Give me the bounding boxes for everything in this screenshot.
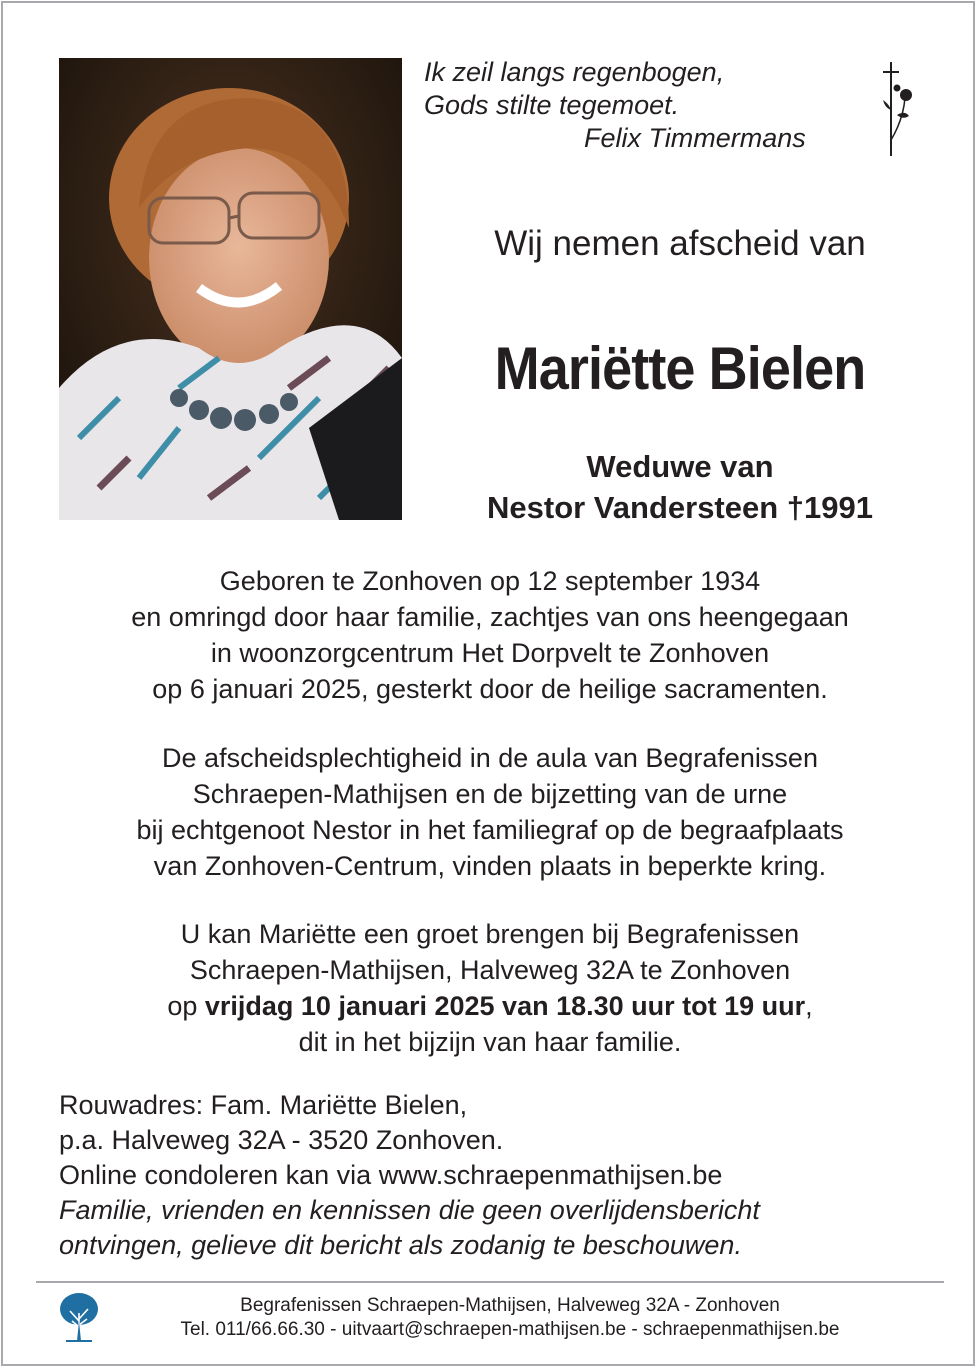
birth-death-paragraph xyxy=(40,563,940,707)
mourning-address xyxy=(59,1088,959,1263)
text-line: dit in het bijzijn van haar familie. xyxy=(298,1027,682,1057)
ceremony-paragraph xyxy=(40,740,940,884)
text-line: Geboren te Zonhoven op 12 september 1934 xyxy=(219,566,761,596)
text-line: in woonzorgcentrum Het Dorpvelt te Zonhoven xyxy=(210,638,770,668)
visit-prefix: op xyxy=(167,991,205,1021)
text-line: Schraepen-Mathijsen, Halveweg 32A te Zonhoven xyxy=(189,955,791,985)
address-line: Rouwadres: Fam. Mariëtte Bielen, xyxy=(59,1090,468,1120)
text-line: en omringd door haar familie, zachtjes van ons heengegaan xyxy=(131,602,849,632)
condolence-line: Online condoleren kan via www.schraepenmathijsen.be xyxy=(59,1160,723,1190)
text-line: De afscheidsplechtigheid in de aula van Begrafenissen xyxy=(162,743,818,773)
text-line: Schraepen-Mathijsen en de bijzetting van de urne xyxy=(192,779,788,809)
farewell-intro: Wij nemen afscheid van xyxy=(494,224,866,263)
widow-of xyxy=(420,446,940,528)
deceased-name: Mariëtte Bielen xyxy=(494,335,866,402)
footer-address: Begrafenissen Schraepen-Mathijsen, Halveweg 32A - Zonhoven xyxy=(240,1295,780,1316)
text-line: van Zonhoven-Centrum, vinden plaats in beperkte kring. xyxy=(153,851,827,881)
tree-logo-icon xyxy=(58,1291,100,1343)
visit-datetime: vrijdag 10 januari 2025 van 18.30 uur tot 19 uur xyxy=(204,991,806,1021)
cross-with-rose-icon xyxy=(875,60,919,160)
visit-suffix: , xyxy=(805,991,813,1021)
footer-divider xyxy=(36,1281,944,1283)
quote-line: Ik zeil langs regenbogen, xyxy=(424,57,725,87)
footer-contact: Tel. 011/66.66.30 - uitvaart@schraepen-mathijsen.be - schraepenmathijsen.be xyxy=(180,1319,840,1340)
notice-line: ontvingen, gelieve dit bericht als zodanig te beschouwen. xyxy=(59,1230,742,1260)
quote-line: Gods stilte tegemoet. xyxy=(424,90,680,120)
quote-author: Felix Timmermans xyxy=(584,123,806,153)
notice-line: Familie, vrienden en kennissen die geen overlijdensbericht xyxy=(59,1195,760,1225)
funeral-home-footer xyxy=(100,1294,920,1342)
text-line: bij echtgenoot Nestor in het familiegraf op de begraafplaats xyxy=(136,815,844,845)
text-line: U kan Mariëtte een groet brengen bij Begrafenissen xyxy=(180,919,800,949)
visitation-paragraph xyxy=(40,916,940,1060)
text-line xyxy=(40,988,940,1024)
text-line: op 6 januari 2025, gesterkt door de heilige sacramenten. xyxy=(152,674,828,704)
spouse-name: Nestor Vandersteen †1991 xyxy=(487,490,873,525)
address-line: p.a. Halveweg 32A - 3520 Zonhoven. xyxy=(59,1125,504,1155)
widow-label: Weduwe van xyxy=(586,449,774,484)
portrait-photo xyxy=(59,58,402,520)
memorial-quote xyxy=(424,56,806,155)
